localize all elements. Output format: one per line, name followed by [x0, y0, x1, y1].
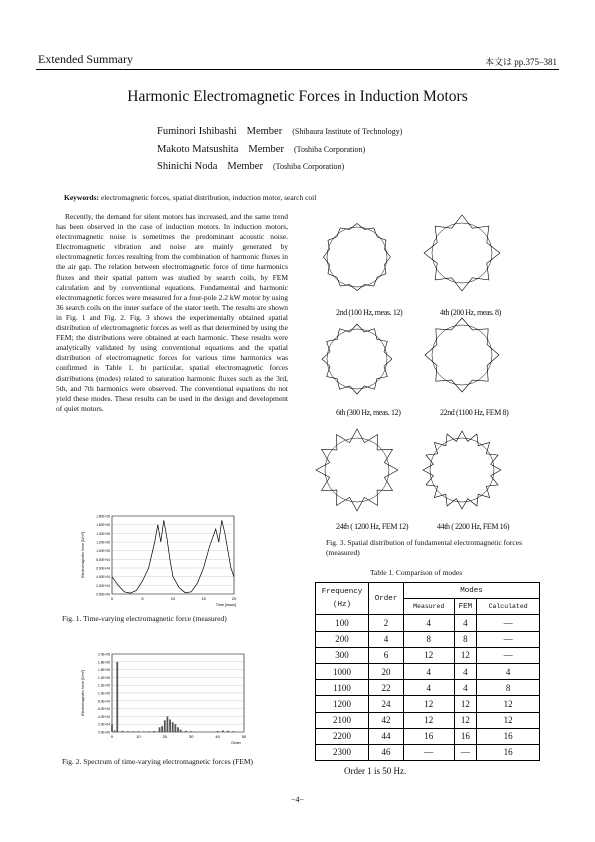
table-row [316, 680, 540, 696]
fig3-label-4th: 4th (200 Hz, meas. 8) [440, 308, 501, 317]
table-cell: 8 [404, 631, 455, 647]
table-cell: — [477, 647, 540, 663]
author-name: Shinichi Noda [157, 161, 218, 172]
table-cell: 4 [404, 615, 455, 631]
y-tick-label: 0.00E+00 [96, 592, 110, 597]
y-tick-label: 2.00E+04 [96, 583, 110, 588]
spectrum-bar [116, 662, 118, 732]
reference-circle [327, 329, 387, 389]
force-distribution-line [324, 224, 391, 291]
x-tick-label: 5 [141, 596, 144, 601]
spectrum-bar [169, 720, 171, 732]
fig3-label-24th: 24th ( 1200 Hz, FEM 12) [336, 522, 409, 531]
table-cell: 12 [404, 712, 455, 728]
fig1-chart [72, 510, 252, 610]
author-line [157, 141, 402, 159]
table-cell: 100 [316, 615, 369, 631]
table-row [316, 744, 540, 760]
author-line [157, 123, 402, 141]
modes-table [315, 582, 540, 761]
x-tick-label: 20 [162, 734, 168, 739]
header-rule [36, 69, 559, 70]
table-cell: 4 [404, 663, 455, 679]
x-tick-label: 15 [201, 596, 206, 601]
table-cell: 22 [369, 680, 404, 696]
x-tick-label: 10 [136, 734, 141, 739]
y-tick-label: 1.40E+05 [96, 531, 110, 536]
force-distribution-line [316, 429, 398, 511]
col-modes: Modes [404, 583, 540, 599]
spectrum-bar [159, 727, 161, 732]
table-cell: 46 [369, 744, 404, 760]
table-cell: 2200 [316, 728, 369, 744]
y-tick-label: 0.0E+00 [98, 730, 110, 735]
fig2-caption: Fig. 2. Spectrum of time-varying electromagnetic forces (FEM) [62, 757, 253, 766]
spectrum-bar [114, 730, 116, 732]
spectrum-bar [127, 731, 129, 732]
force-distribution-line [423, 431, 501, 509]
table-cell: 200 [316, 631, 369, 647]
y-tick-label: 1.20E+05 [96, 540, 110, 545]
author-name: Makoto Matsushita [157, 143, 239, 155]
author-name: Fuminori Ishibashi [157, 126, 237, 137]
force-distribution-line [425, 318, 499, 392]
table-cell: 12 [454, 712, 477, 728]
table-cell: — [477, 615, 540, 631]
table-cell: — [404, 744, 455, 760]
x-axis-label: Order [231, 741, 241, 745]
table-cell: 12 [404, 696, 455, 712]
spectrum-bar [172, 722, 174, 732]
y-tick-label: 1.60E+05 [96, 523, 110, 528]
fig3-label-44th: 44th ( 2200 Hz, FEM 16) [437, 522, 510, 531]
table-cell: 12 [404, 647, 455, 663]
abstract-body: Recently, the demand for silent motors has increased, and the same trend has been observed in the case of induction motors. In induction motors, electromagnetic noise is sometimes the predominant acoustic noise. Electromagnetic vibration and noise are mainly generated by electromagnetic forces resulting from the combination of harmonic fluxes in the air gap. The relation between electromagnetic force of time harmonics fluxes and their spatial pattern was studied by search coils, by FEM calculation and by conventional equations. Fundamental and harmonic electromagnetic forces were measured for a four-pole 2.2 kW motor by using 36 search coils on the inner surface of the stator teeth. The results are shown in Fig. 1 and Fig. 2. Fig. 3 shows the experimentally obtained spatial distribution of electromagnetic forces as well as that determined by using the FEM; the distributions were obtained at each harmonic. These results were analytically validated by using conventional equations and the spatial distribution of electromagnetic forces for various time harmonics was confirmed in Table 1. In particular, spatial electromagnetic forces distributions (modes) related to saturation harmonic fluxes such as the 3rd, 5th, and 7th harmonics were observed. The conventional equations do not yield these modes. These results can be used in the design and development of quiet motors. [56, 212, 288, 413]
paper-title: Harmonic Electromagnetic Forces in Induction Motors [127, 88, 468, 105]
spatial-plot [425, 318, 499, 392]
fig1-caption: Fig. 1. Time-varying electromagnetic force (measured) [62, 614, 227, 623]
spectrum-bar [185, 731, 187, 732]
spectrum-bar [161, 726, 163, 732]
author-line [157, 158, 402, 176]
fig3-label-22nd: 22nd (1100 Hz, FEM 8) [440, 408, 509, 417]
table-cell: 24 [369, 696, 404, 712]
y-tick-label: 1.6E+05 [98, 668, 110, 673]
spectrum-bar [167, 716, 169, 732]
table-cell: 12 [454, 696, 477, 712]
table-row [316, 663, 540, 679]
table-cell: 20 [369, 663, 404, 679]
spectrum-bar [174, 724, 176, 732]
spectrum-bar [180, 730, 182, 732]
table-cell: — [454, 744, 477, 760]
table-cell: 1200 [316, 696, 369, 712]
y-tick-label: 6.00E+04 [96, 566, 110, 571]
x-tick-label: 0 [110, 596, 114, 601]
spectrum-bar [164, 720, 166, 732]
table-cell: 2 [369, 615, 404, 631]
x-tick-label: 50 [241, 734, 247, 739]
table-cell: 4 [454, 680, 477, 696]
author-list [157, 123, 402, 176]
table-cell: 16 [477, 728, 540, 744]
table-cell: 2300 [316, 744, 369, 760]
y-tick-label: 1.0E+05 [98, 691, 110, 696]
table-cell: — [477, 631, 540, 647]
spectrum-bar [138, 731, 140, 732]
table-cell: 16 [404, 728, 455, 744]
table-cell: 8 [477, 680, 540, 696]
table-cell: 1100 [316, 680, 369, 696]
y-tick-label: 8.0E+04 [98, 699, 110, 704]
table1-title: Table 1. Comparison of modes [370, 568, 463, 577]
reference-circle [430, 438, 494, 502]
spatial-plot [324, 224, 391, 291]
y-axis-label: Electromagnetic force [N/m²] [81, 532, 85, 578]
running-header-left: Extended Summary [38, 52, 133, 66]
fig3-caption: Fig. 3. Spatial distribution of fundamental electromagnetic forces (measured) [326, 538, 522, 557]
fig3-spatial-plots [312, 205, 552, 535]
table-row [316, 631, 540, 647]
x-tick-label: 10 [170, 596, 176, 601]
table-cell: 4 [369, 631, 404, 647]
fig3-label-2nd: 2nd (100 Hz, meas. 12) [336, 308, 403, 317]
table-header-row [316, 583, 540, 599]
table-row [316, 696, 540, 712]
spectrum-bar [132, 731, 134, 732]
table-cell: 4 [454, 663, 477, 679]
col-fem: FEM [454, 599, 477, 615]
y-tick-label: 2.0E+05 [98, 652, 110, 657]
col-frequency: Frequency (Hz) [316, 583, 369, 615]
col-order: Order [369, 583, 404, 615]
table-cell: 4 [404, 680, 455, 696]
table-cell: 4 [477, 663, 540, 679]
x-axis-label: Time [msec] [215, 603, 237, 607]
y-tick-label: 4.00E+04 [96, 575, 110, 580]
y-tick-label: 1.8E+05 [98, 660, 110, 665]
force-distribution-line [322, 324, 392, 394]
table-row [316, 615, 540, 631]
spectrum-bar [217, 731, 219, 732]
table-cell: 12 [477, 696, 540, 712]
spectrum-bar [111, 724, 113, 732]
col-calculated: Calculated [477, 599, 540, 615]
y-tick-label: 6.0E+04 [98, 707, 110, 712]
spectrum-bar [143, 731, 145, 732]
page-number: −4− [290, 795, 305, 804]
author-affiliation: (Shibaura Institute of Technology) [292, 127, 403, 136]
spatial-plot [316, 429, 398, 511]
author-role: Member [248, 143, 284, 155]
table-cell: 44 [369, 728, 404, 744]
spectrum-bar [153, 731, 155, 732]
spatial-plot [423, 431, 501, 509]
spatial-plot [424, 215, 500, 291]
author-affiliation: (Toshiba Corporation) [293, 144, 366, 154]
reference-circle [327, 227, 387, 287]
table-row [316, 728, 540, 744]
y-tick-label: 1.00E+05 [96, 549, 110, 554]
table-cell: 8 [454, 631, 477, 647]
spectrum-bar [222, 730, 224, 732]
keywords-label: Keywords: [64, 193, 99, 202]
table-row [316, 647, 540, 663]
table-cell: 1000 [316, 663, 369, 679]
y-tick-label: 1.2E+05 [98, 683, 110, 688]
table-cell: 16 [454, 728, 477, 744]
keywords-text: electromagnetic forces, spatial distribution, induction motor, search coil [100, 193, 317, 202]
x-tick-label: 0 [110, 734, 114, 739]
table-row [316, 712, 540, 728]
spectrum-bar [233, 731, 235, 732]
spectrum-bar [227, 731, 229, 732]
table-cell: 12 [454, 647, 477, 663]
y-tick-label: 2.0E+04 [98, 722, 110, 727]
author-role: Member [246, 126, 283, 137]
table-cell: 300 [316, 647, 369, 663]
reference-circle [432, 223, 492, 283]
table-cell: 16 [477, 744, 540, 760]
fig2-chart [72, 648, 252, 752]
force-distribution-line [424, 215, 500, 291]
y-tick-label: 8.00E+04 [96, 557, 110, 562]
author-role: Member [227, 161, 263, 172]
spectrum-bar [148, 731, 150, 732]
x-tick-label: 20 [231, 596, 237, 601]
y-tick-label: 1.80E+05 [96, 514, 110, 519]
table-cell: 6 [369, 647, 404, 663]
table1-note: Order 1 is 50 Hz. [344, 766, 407, 776]
y-tick-label: 4.0E+04 [98, 714, 110, 719]
spectrum-bar [122, 731, 124, 732]
table-cell: 12 [477, 712, 540, 728]
plot-area [112, 516, 234, 594]
col-measured: Measured [404, 599, 455, 615]
spectrum-bar [190, 731, 192, 732]
x-tick-label: 40 [215, 734, 220, 739]
author-affiliation: (Toshiba Corporation) [272, 162, 345, 171]
table-cell: 4 [454, 615, 477, 631]
table-cell: 42 [369, 712, 404, 728]
reference-circle [432, 325, 492, 385]
y-tick-label: 1.4E+05 [98, 675, 110, 680]
reference-circle [325, 438, 389, 502]
x-tick-label: 30 [188, 734, 194, 739]
spectrum-bar [177, 727, 179, 732]
fig3-label-6th: 6th (300 Hz, meas. 12) [336, 408, 401, 417]
keywords [64, 193, 316, 202]
y-axis-label: Electromagnetic force [N/m²] [81, 670, 85, 716]
spatial-plot [322, 324, 392, 394]
running-header-right: 本文は pp.375–381 [484, 57, 557, 67]
table-cell: 2100 [316, 712, 369, 728]
